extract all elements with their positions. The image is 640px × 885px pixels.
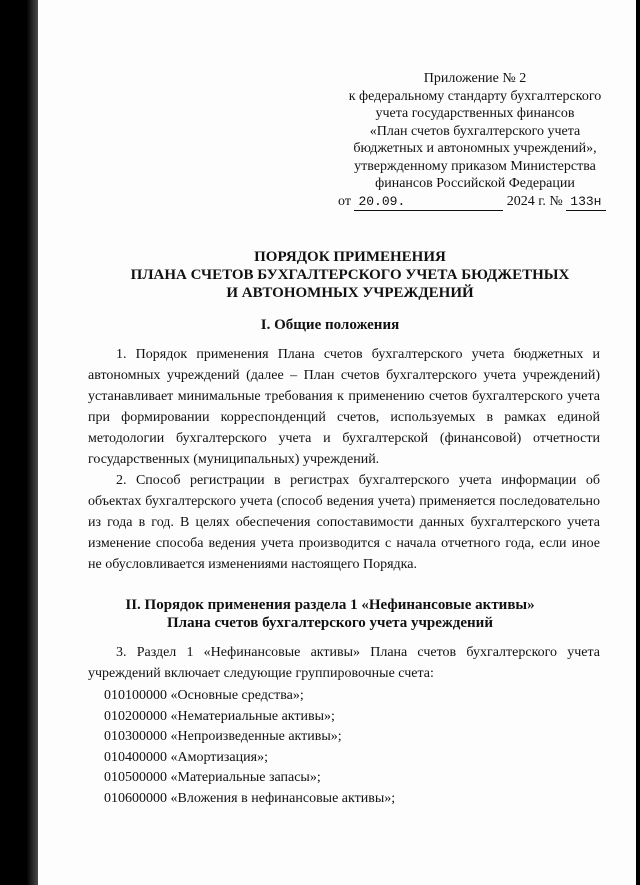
approval-date: 20.09.	[354, 193, 409, 212]
document-title	[100, 248, 600, 302]
appendix-line: утвержденному приказом Министерства	[354, 158, 596, 174]
paragraph-2-text: 2. Способ регистрации в регистрах бухгалтерского учета информации об объектах бухгалтерского учета (способ ведения учета) применяется последовательно из года в год. В целях обеспечения сопоставимости данных бухгалтерского учета изменение способа ведения учета производится с начала отчетного года, если иное не обусловливается изменениями настоящего Порядка.	[88, 473, 600, 572]
account-list	[104, 686, 395, 809]
appendix-line: бюджетных и автономных учреждений»,	[353, 141, 597, 156]
paragraph-2	[88, 470, 600, 575]
paragraph-3-text: 3. Раздел 1 «Нефинансовые активы» Плана счетов бухгалтерского учета учреждений включает следующие группировочные счета:	[88, 645, 600, 681]
appendix-line: финансов Российской Федерации	[375, 176, 575, 191]
appendix-line: «План счетов бухгалтерского учета	[369, 123, 581, 139]
appendix-line: учета государственных финансов	[375, 106, 575, 121]
scan-edge-right	[636, 0, 640, 885]
account-item: 010100000 «Основные средства»;	[104, 688, 304, 703]
title-line-1: ПОРЯДОК ПРИМЕНЕНИЯ	[254, 249, 446, 265]
section-1-heading: I. Общие положения	[260, 317, 400, 333]
approval-prefix: от	[338, 193, 351, 209]
title-line-2: ПЛАНА СЧЕТОВ БУХГАЛТЕРСКОГО УЧЕТА БЮДЖЕТНЫХ	[130, 267, 570, 283]
title-line-3: И АВТОНОМНЫХ УЧРЕЖДЕНИЙ	[226, 285, 474, 301]
appendix-line: Приложение № 2	[423, 71, 527, 86]
approval-line	[330, 193, 620, 212]
account-item: 010200000 «Нематериальные активы»;	[104, 708, 335, 724]
section-2-heading-line-2: Плана счетов бухгалтерского учета учреждений	[167, 615, 493, 631]
approval-date-blank	[409, 193, 503, 212]
section-2-heading	[60, 596, 600, 632]
approval-number: 133н	[566, 193, 605, 212]
account-item: 010600000 «Вложения в нефинансовые активы»;	[104, 790, 396, 806]
account-item: 010400000 «Амортизация»;	[104, 749, 268, 765]
account-item: 010300000 «Непроизведенные активы»;	[104, 729, 342, 744]
appendix-header	[330, 70, 620, 211]
paragraph-1-text: 1. Порядок применения Плана счетов бухгалтерского учета бюджетных и автономных учреждений (далее – План счетов бухгалтерского учета учреждений) устанавливает минимальные требования к применению счетов бухгалтерского учета при формировании корреспонденций счетов, используемых в рамках единой методологии бухгалтерского учета и бухгалтерской (финансовой) отчетности государственных (муниципальных) учреждений.	[88, 347, 600, 467]
section-2-heading-line-1: II. Порядок применения раздела 1 «Нефинансовые активы»	[125, 597, 535, 613]
paragraph-1	[88, 344, 600, 470]
paragraph-3	[88, 642, 600, 684]
appendix-line: к федеральному стандарту бухгалтерского	[348, 88, 602, 104]
account-item: 010500000 «Материальные запасы»;	[104, 770, 321, 785]
approval-year: 2024 г. №	[506, 193, 563, 209]
scan-edge-left	[0, 0, 38, 885]
